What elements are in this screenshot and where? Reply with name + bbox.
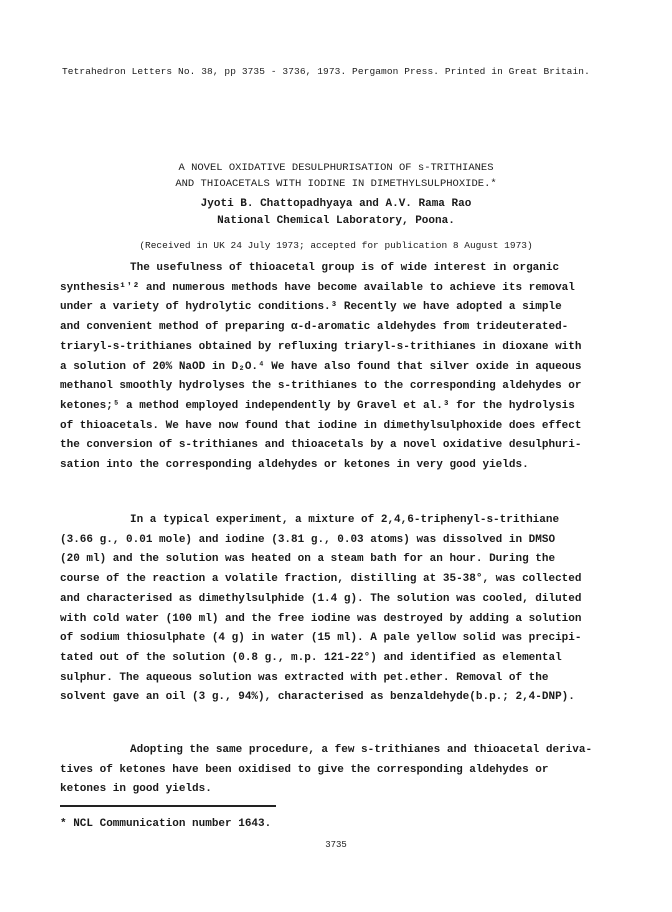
text-line: triaryl-s-trithianes obtained by refluxing triaryl-s-trithianes in dioxane with [60, 340, 582, 353]
text-line: sulphur. The aqueous solution was extracted with pet.ether. Removal of the [60, 671, 549, 684]
paragraph-3 [60, 741, 620, 800]
text-line: sation into the corresponding aldehydes or ketones in very good yields. [60, 459, 529, 472]
footnote: * NCL Communication number 1643. [60, 818, 272, 830]
paragraph-2 [60, 511, 620, 708]
text-line: (20 ml) and the solution was heated on a steam bath for an hour. During the [60, 553, 556, 566]
text-line: a solution of 20% NaOD in D₂O.⁴ We have also found that silver oxide in aqueous [60, 360, 582, 373]
text-line: of thioacetals. We have now found that iodine in dimethylsulphoxide does effect [60, 419, 582, 432]
text-line: tives of ketones have been oxidised to give the corresponding aldehydes or [60, 763, 549, 776]
footnote-divider [60, 805, 276, 807]
text-line: the conversion of s-trithianes and thioacetals by a novel oxidative desulphuri- [60, 439, 582, 452]
text-line: ketones in good yields. [60, 783, 212, 796]
text-line: synthesis¹ʼ² and numerous methods have become available to achieve its removal [60, 281, 575, 294]
running-head: Tetrahedron Letters No. 38, pp 3735 - 3736, 1973. Pergamon Press. Printed in Great Britain. [62, 66, 590, 77]
text-line: of sodium thiosulphate (4 g) in water (15 ml). A pale yellow solid was precipi- [60, 632, 582, 645]
text-line: with cold water (100 ml) and the free iodine was destroyed by adding a solution [60, 612, 582, 625]
text-line: ketones;⁵ a method employed independently by Gravel et al.³ for the hydrolysis [60, 399, 575, 412]
text-line: The usefulness of thioacetal group is of wide interest in organic [130, 262, 560, 274]
text-line: under a variety of hydrolytic conditions.³ Recently we have adopted a simple [60, 301, 562, 314]
author-names: Jyoti B. Chattopadhyaya and A.V. Rama Rao [200, 198, 472, 210]
text-line: In a typical experiment, a mixture of 2,4,6-triphenyl-s-trithiane [130, 514, 560, 526]
author-affiliation: National Chemical Laboratory, Poona. [217, 215, 455, 227]
article-title-line-2: AND THIOACETALS WITH IODINE IN DIMETHYLSULPHOXIDE.* [175, 178, 497, 190]
text-line: Adopting the same procedure, a few s-trithianes and thioacetal deriva- [130, 744, 593, 756]
text-line: and characterised as dimethylsulphide (1.4 g). The solution was cooled, diluted [60, 592, 582, 605]
text-line: and convenient method of preparing α-d-aromatic aldehydes from trideuterated- [60, 321, 569, 334]
paragraph-1 [60, 259, 620, 476]
page-number: 3735 [325, 840, 347, 850]
text-line: course of the reaction a volatile fraction, distilling at 35-38°, was collected [60, 573, 582, 586]
received-dates: (Received in UK 24 July 1973; accepted for publication 8 August 1973) [139, 240, 533, 251]
text-line: methanol smoothly hydrolyses the s-trithianes to the corresponding aldehydes or [60, 380, 582, 393]
text-line: (3.66 g., 0.01 mole) and iodine (3.81 g., 0.03 atoms) was dissolved in DMSO [60, 533, 556, 546]
article-title-line-1: A NOVEL OXIDATIVE DESULPHURISATION OF s-TRITHIANES [178, 162, 494, 174]
text-line: tated out of the solution (0.8 g., m.p. 121-22°) and identified as elemental [60, 651, 562, 664]
text-line: solvent gave an oil (3 g., 94%), characterised as benzaldehyde(b.p.; 2,4-DNP). [60, 691, 575, 704]
